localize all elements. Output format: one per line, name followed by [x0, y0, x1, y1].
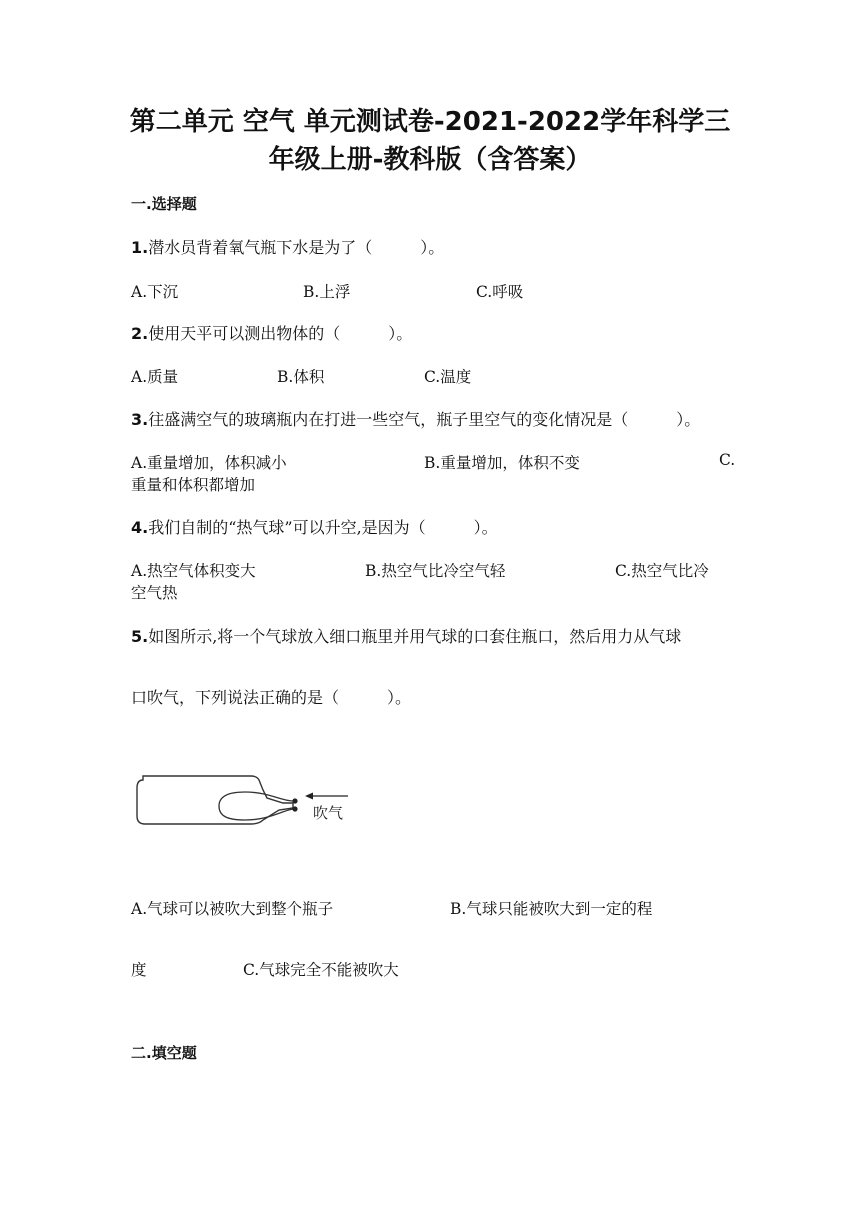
question-5-option-b-line2: 度 — [131, 961, 147, 979]
question-5-text-line1: 如图所示,将一个气球放入细口瓶里并用气球的口套住瓶口，然后用力从气球 — [148, 627, 682, 646]
question-2-option-c: C.温度 — [424, 368, 472, 386]
question-4-option-c-line2: 空气热 — [131, 584, 178, 602]
question-1-option-c: C.呼吸 — [476, 283, 524, 301]
balloon-neck-bottom — [292, 806, 297, 811]
question-2 — [131, 321, 412, 344]
balloon-neck-top — [292, 798, 297, 803]
question-3-text: 往盛满空气的玻璃瓶内在打进一些空气，瓶子里空气的变化情况是（ ）。 — [148, 410, 701, 429]
question-5-option-c: C.气球完全不能被吹大 — [243, 961, 399, 979]
question-1 — [131, 235, 444, 258]
question-2-option-b: B.体积 — [277, 368, 325, 386]
question-3-option-c-text: 重量和体积都增加 — [131, 476, 256, 494]
question-1-option-b: B.上浮 — [303, 283, 351, 301]
question-2-text: 使用天平可以测出物体的（ ）。 — [148, 324, 413, 343]
question-5 — [131, 624, 681, 647]
question-4-text: 我们自制的“热气球”可以升空,是因为（ ）。 — [148, 518, 498, 537]
question-5-option-a: A.气球可以被吹大到整个瓶子 — [131, 900, 334, 918]
question-3 — [131, 407, 700, 430]
document-title-line2: 年级上册-教科版（含答案） — [268, 145, 592, 175]
question-3-option-a: A.重量增加，体积减小 — [131, 454, 287, 472]
question-5-option-b-line1: B.气球只能被吹大到一定的程 — [450, 900, 653, 918]
blow-label: 吹气 — [313, 804, 344, 822]
bottle-balloon-figure — [133, 768, 363, 830]
question-4-option-c-line1: C.热空气比冷 — [615, 562, 709, 580]
question-1-number: 1. — [131, 238, 149, 257]
balloon-outline — [219, 792, 293, 820]
question-4-option-a: A.热空气体积变大 — [131, 562, 256, 580]
question-4 — [131, 515, 498, 538]
question-3-option-b: B.重量增加，体积不变 — [424, 454, 580, 472]
question-3-option-c-prefix: C. — [719, 451, 736, 469]
question-3-number: 3. — [131, 410, 149, 429]
section-choice-heading: 一.选择题 — [131, 195, 197, 213]
question-1-option-a: A.下沉 — [131, 283, 179, 301]
question-2-number: 2. — [131, 324, 149, 343]
question-5-number: 5. — [131, 627, 149, 646]
section-fill-heading: 二.填空题 — [131, 1044, 197, 1062]
document-title-line1: 第二单元 空气 单元测试卷-2021-2022学年科学三 — [129, 107, 731, 137]
question-5-text-line2: 口吹气，下列说法正确的是（ ）。 — [131, 688, 412, 707]
blow-arrow-head — [305, 793, 313, 800]
question-4-option-b: B.热空气比冷空气轻 — [365, 562, 506, 580]
question-1-text: 潜水员背着氧气瓶下水是为了（ ）。 — [148, 238, 445, 257]
question-4-number: 4. — [131, 518, 149, 537]
question-2-option-a: A.质量 — [131, 368, 179, 386]
